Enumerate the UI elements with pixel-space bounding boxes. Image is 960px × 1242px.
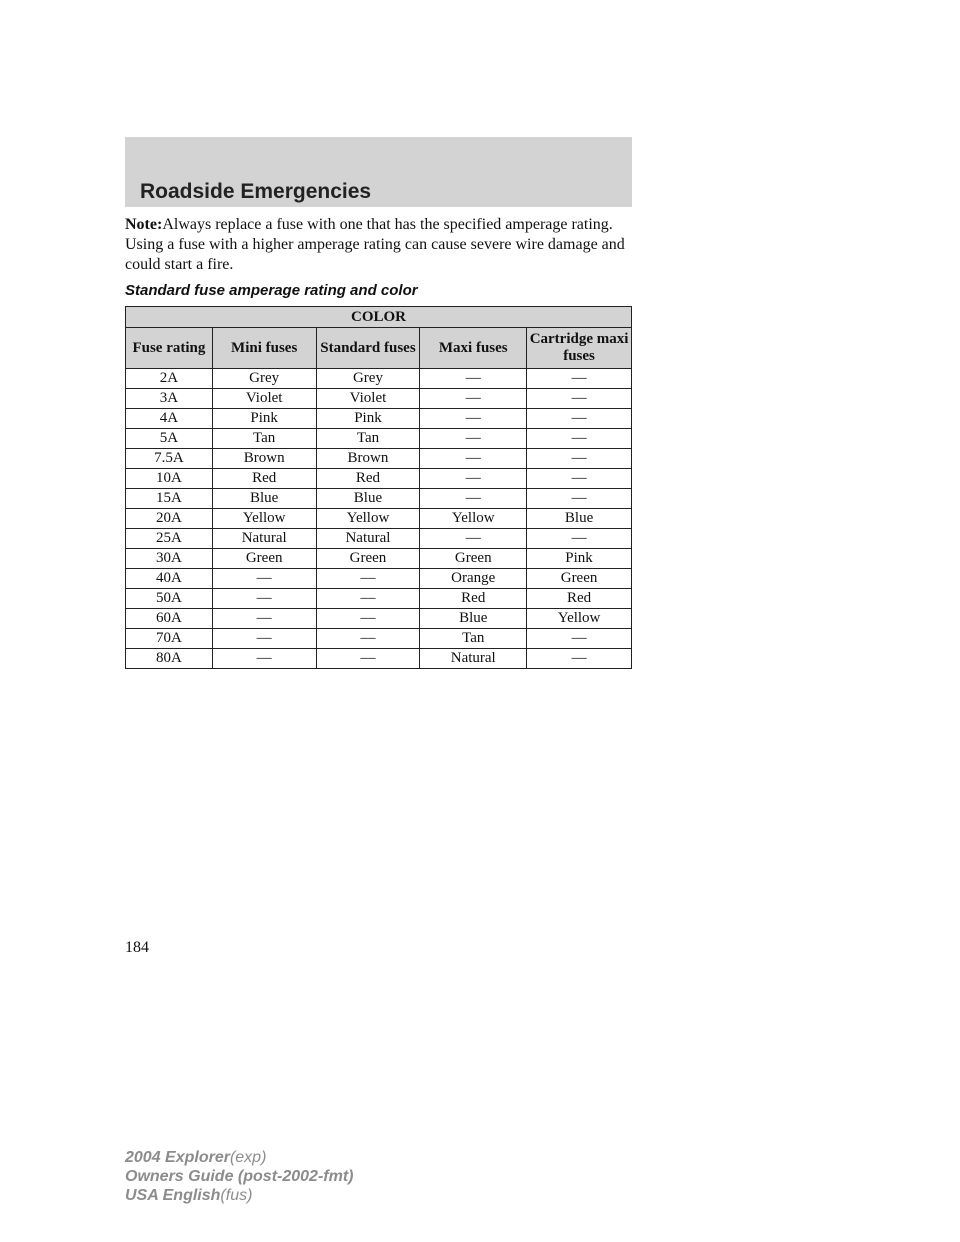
table-cell: Yellow: [212, 509, 316, 529]
table-cell: Green: [420, 549, 527, 569]
table-cell: —: [212, 589, 316, 609]
table-cell: Natural: [420, 649, 527, 669]
table-cell: Red: [527, 589, 632, 609]
table-cell: —: [420, 409, 527, 429]
table-cell: —: [420, 489, 527, 509]
table-cell: —: [420, 469, 527, 489]
table-caption: Standard fuse amperage rating and color: [125, 282, 418, 299]
table-row: [126, 489, 632, 509]
table-cell: —: [527, 429, 632, 449]
table-cell: —: [316, 649, 420, 669]
table-row: [126, 389, 632, 409]
table-cell: —: [420, 429, 527, 449]
table-row: [126, 509, 632, 529]
note-label: Note:: [125, 216, 163, 233]
table-cell: Yellow: [316, 509, 420, 529]
table-cell: —: [420, 449, 527, 469]
section-title: Roadside Emergencies: [140, 180, 372, 203]
table-cell: —: [420, 369, 527, 389]
table-cell: 2A: [126, 369, 213, 389]
table-cell: Natural: [316, 529, 420, 549]
footer-language-code: (fus): [220, 1187, 253, 1204]
table-cell: 10A: [126, 469, 213, 489]
table-cell: —: [527, 629, 632, 649]
table-cell: Grey: [212, 369, 316, 389]
table-cell: 15A: [126, 489, 213, 509]
footer-line-1: [125, 1148, 353, 1167]
table-cell: —: [420, 529, 527, 549]
table-cell: —: [527, 529, 632, 549]
table-cell: Yellow: [527, 609, 632, 629]
table-row: [126, 369, 632, 389]
table-cell: —: [316, 629, 420, 649]
table-cell: —: [212, 629, 316, 649]
table-row: [126, 609, 632, 629]
column-header-cartridge-maxi-fuses: Cartridge maxi fuses: [527, 328, 632, 369]
table-cell: 40A: [126, 569, 213, 589]
table-cell: Orange: [420, 569, 527, 589]
table-cell: Violet: [212, 389, 316, 409]
table-cell: 5A: [126, 429, 213, 449]
table-row: [126, 569, 632, 589]
table-row: [126, 469, 632, 489]
table-cell: —: [527, 409, 632, 429]
table-cell: Green: [212, 549, 316, 569]
footer-line-2: [125, 1167, 353, 1186]
column-header-mini-fuses: Mini fuses: [212, 328, 316, 369]
table-cell: —: [316, 569, 420, 589]
table-cell: 60A: [126, 609, 213, 629]
table-cell: Red: [316, 469, 420, 489]
table-body: [126, 369, 632, 669]
table-cell: Grey: [316, 369, 420, 389]
column-header-fuse-rating: Fuse rating: [126, 328, 213, 369]
table-cell: —: [212, 649, 316, 669]
table-cell: 50A: [126, 589, 213, 609]
table-cell: 70A: [126, 629, 213, 649]
table-cell: —: [212, 569, 316, 589]
table-row: [126, 549, 632, 569]
table-row: [126, 409, 632, 429]
table-cell: Red: [212, 469, 316, 489]
table-cell: Brown: [316, 449, 420, 469]
table-cell: Pink: [316, 409, 420, 429]
table-cell: 3A: [126, 389, 213, 409]
note-paragraph: [125, 215, 635, 275]
document-footer: [125, 1148, 353, 1205]
table-cell: Natural: [212, 529, 316, 549]
table-cell: 25A: [126, 529, 213, 549]
table-row: [126, 449, 632, 469]
page-number: 184: [125, 939, 149, 956]
table-cell: Tan: [316, 429, 420, 449]
footer-model-code: (exp): [229, 1149, 267, 1166]
footer-line-3: [125, 1186, 353, 1205]
table-cell: —: [527, 469, 632, 489]
fuse-table: [125, 306, 632, 669]
table-cell: Tan: [212, 429, 316, 449]
table-cell: Blue: [316, 489, 420, 509]
note-text: Always replace a fuse with one that has the specified amperage rating. Using a fuse with a higher amperage rating can cause severe wire damage and could start a fire.: [125, 216, 625, 273]
table-cell: Red: [420, 589, 527, 609]
table-cell: —: [527, 389, 632, 409]
table-cell: Blue: [212, 489, 316, 509]
table-cell: 20A: [126, 509, 213, 529]
table-cell: —: [316, 589, 420, 609]
table-cell: Pink: [212, 409, 316, 429]
table-cell: 7.5A: [126, 449, 213, 469]
column-header-standard-fuses: Standard fuses: [316, 328, 420, 369]
table-cell: —: [316, 609, 420, 629]
footer-language: USA English: [125, 1187, 221, 1204]
column-header-maxi-fuses: Maxi fuses: [420, 328, 527, 369]
table-cell: Violet: [316, 389, 420, 409]
color-group-header: COLOR: [126, 307, 632, 328]
footer-model: 2004 Explorer: [125, 1149, 230, 1166]
table-cell: Blue: [527, 509, 632, 529]
table-cell: —: [527, 449, 632, 469]
table-cell: —: [527, 489, 632, 509]
table-cell: Green: [527, 569, 632, 589]
table-cell: 80A: [126, 649, 213, 669]
table-cell: 30A: [126, 549, 213, 569]
table-cell: Tan: [420, 629, 527, 649]
table-cell: —: [527, 649, 632, 669]
table-cell: Pink: [527, 549, 632, 569]
table-cell: Brown: [212, 449, 316, 469]
section-header-band: [125, 137, 632, 207]
table-cell: Green: [316, 549, 420, 569]
table-cell: —: [212, 609, 316, 629]
footer-guide: Owners Guide (post-2002-fmt): [125, 1168, 354, 1185]
table-row: [126, 529, 632, 549]
table-row: [126, 629, 632, 649]
table-row: [126, 429, 632, 449]
table-cell: Blue: [420, 609, 527, 629]
table-cell: —: [420, 389, 527, 409]
table-cell: —: [527, 369, 632, 389]
table-row: [126, 649, 632, 669]
table-row: [126, 589, 632, 609]
table-cell: 4A: [126, 409, 213, 429]
table-cell: Yellow: [420, 509, 527, 529]
